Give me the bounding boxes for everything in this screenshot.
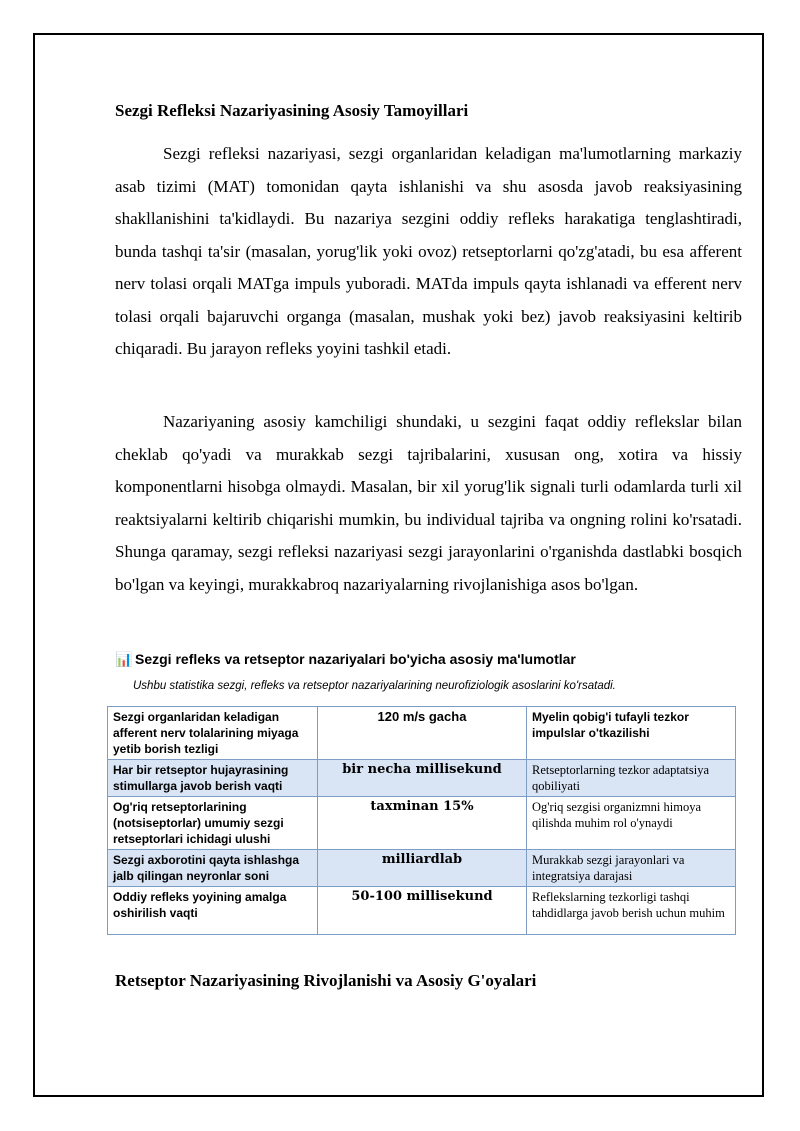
row-value: 50-100 millisekund — [318, 887, 527, 935]
row-label: Sezgi axborotini qayta ishlashga jalb qilingan neyronlar soni — [108, 850, 318, 887]
table-row — [108, 850, 736, 887]
table-row — [108, 887, 736, 935]
row-label: Har bir retseptor hujayrasining stimullarga javob berish vaqti — [108, 760, 318, 797]
row-note: Retseptorlarning tezkor adaptatsiya qobiliyati — [527, 760, 736, 797]
row-label: Sezgi organlaridan keladigan afferent nerv tolalarining miyaga yetib borish tezligi — [108, 707, 318, 760]
row-value: taxminan 15% — [318, 797, 527, 850]
row-label: Oddiy refleks yoyining amalga oshirilish vaqti — [108, 887, 318, 935]
data-table — [107, 706, 736, 935]
section-heading: Sezgi Refleksi Nazariyasining Asosiy Tamoyillari — [115, 101, 469, 120]
table-row — [108, 707, 736, 760]
row-label: Og'riq retseptorlarining (notsiseptorlar) umumiy sezgi retseptorlari ichidagi ulushi — [108, 797, 318, 850]
paragraph: Sezgi refleksi nazariyasi, sezgi organlaridan keladigan ma'lumotlarning markaziy asab tizimi (MAT) tomonidan qayta ishlanishi va shu asosda javob reaksiyasining shakllanishini ta'kidlaydi. Bu nazariya sezgini oddiy refleks harakatiga tenglashtiradi, bunda tashqi ta'sir (masalan, yorug'lik yoki ovoz) retseptorlarni qo'zg'atadi, bu esa afferent nerv tolasi orqali MATga impuls yuboradi. MATda impuls qayta ishlanadi va efferent nerv tolasi orqali bajaruvchi organga (masalan, mushak yoki bez) javob reaksiyasini keltirib chiqaradi. Bu jarayon refleks yoyini tashkil etadi. — [115, 144, 742, 358]
section-heading: Retseptor Nazariyasining Rivojlanishi va Asosiy G'oyalari — [115, 971, 537, 990]
row-value: bir necha millisekund — [318, 760, 527, 797]
row-note: Og'riq sezgisi organizmni himoya qilishda muhim rol o'ynaydi — [527, 797, 736, 850]
row-value: 120 m/s gacha — [318, 707, 527, 760]
row-note: Reflekslarning tezkorligi tashqi tahdidlarga javob berish uchun muhim — [527, 887, 736, 935]
row-value: milliardlab — [318, 850, 527, 887]
table-row — [108, 760, 736, 797]
table-title-text: Sezgi refleks va retseptor nazariyalari bo'yicha asosiy ma'lumotlar — [135, 651, 576, 667]
table-title — [115, 651, 742, 668]
table-subtitle: Ushbu statistika sezgi, refleks va retseptor nazariyalarining neurofiziologik asoslarini ko'rsatadi. — [133, 680, 616, 692]
row-note: Myelin qobig'i tufayli tezkor impulslar o'tkazilishi — [527, 707, 736, 760]
row-note: Murakkab sezgi jarayonlari va integratsiya darajasi — [527, 850, 736, 887]
paragraph: Nazariyaning asosiy kamchiligi shundaki, u sezgini faqat oddiy reflekslar bilan cheklab qo'yadi va murakkab sezgi tajribalarini, xususan ong, xotira va hissiy komponentlarni hisobga olmaydi. Masalan, bir xil yorug'lik signali turli odamlarda turli xil reaktsiyalarni keltirib chiqarishi mumkin, bu individual tajriba va ongning rolini ko'rsatadi. Shunga qaramay, sezgi refleksi nazariyasi sezgi jarayonlarini o'rganishda dastlabki bosqich bo'lgan va keyingi, murakkabroq nazariyalarning rivojlanishiga asos bo'lgan. — [115, 412, 742, 594]
bar-chart-icon: 📊 — [115, 651, 133, 667]
table-row — [108, 797, 736, 850]
